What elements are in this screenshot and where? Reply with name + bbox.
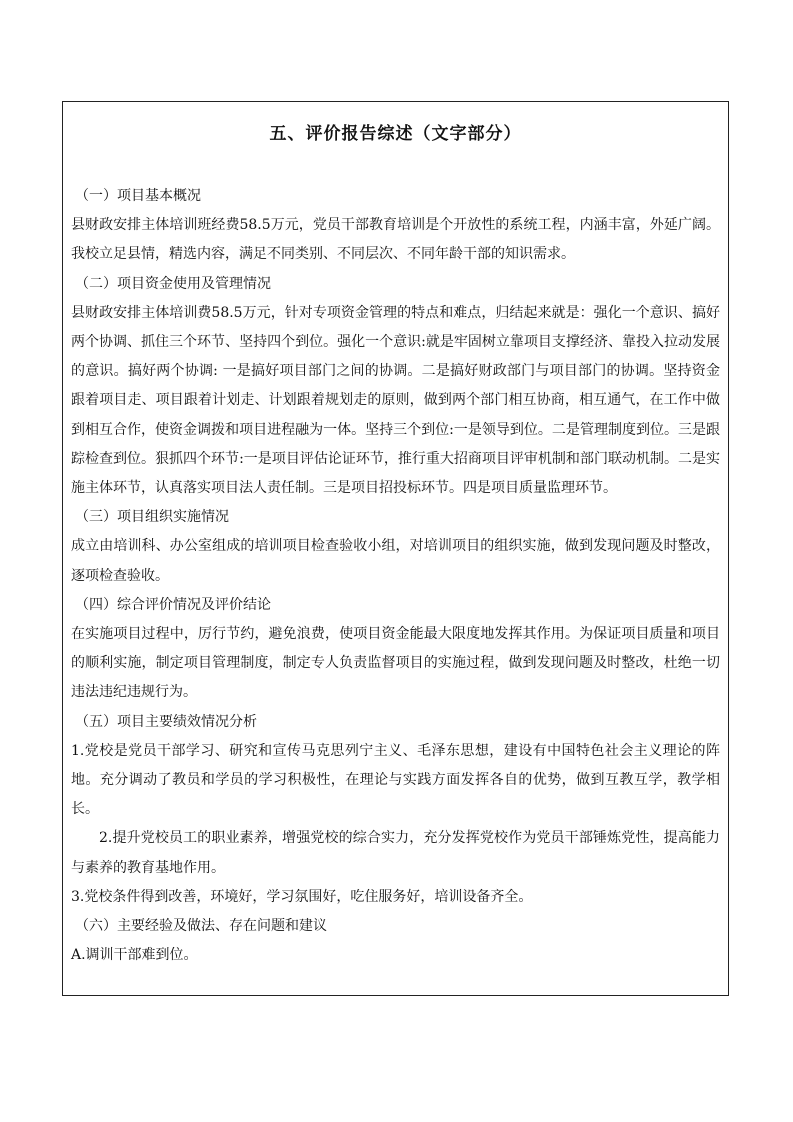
section-6-heading: （六）主要经验及做法、存在问题和建议 bbox=[75, 918, 327, 935]
section-2-heading: （二）项目资金使用及管理情况 bbox=[75, 275, 271, 292]
section-5-item-1: 1.党校是党员干部学习、研究和宣传马克思列宁主义、毛泽东思想，建设有中国特色社会主义理论的阵地。充分调动了教员和学员的学习积极性，在理论与实践方面发挥各自的优势，做到互教互学，教学相长。 bbox=[71, 742, 720, 818]
section-1-heading: （一）项目基本概况 bbox=[75, 188, 201, 204]
section-4-paragraph: 在实施项目过程中，厉行节约，避免浪费，使项目资金能最大限度地发挥其作用。为保证项目质量和项目的顺利实施，制定项目管理制度，制定专人负责监督项目的实施过程，做到发现问题及时整改，杜绝一切违法违纪违规行为。 bbox=[71, 626, 720, 701]
report-frame bbox=[62, 101, 729, 996]
section-3-paragraph: 成立由培训科、办公室组成的培训项目检查验收小组，对培训项目的组织实施，做到发现问题及时整改，逐项检查验收。 bbox=[71, 538, 720, 584]
section-1-paragraph: 县财政安排主体培训班经费58.5万元，党员干部教育培训是个开放性的系统工程，内涵丰富，外延广阔。我校立足县情，精选内容，满足不同类别、不同层次、不同年龄干部的知识需求。 bbox=[71, 217, 720, 263]
section-4-heading: （四）综合评价情况及评价结论 bbox=[75, 596, 271, 613]
section-6-item-a: A.调训干部难到位。 bbox=[71, 947, 198, 964]
page-title: 五、评价报告综述（文字部分） bbox=[269, 124, 522, 144]
section-3-heading: （三）项目组织实施情况 bbox=[75, 509, 229, 526]
section-5-heading: （五）项目主要绩效情况分析 bbox=[75, 713, 257, 730]
section-5-item-3: 3.党校条件得到改善，环境好，学习氛围好，吃住服务好，培训设备齐全。 bbox=[71, 888, 533, 905]
section-2-paragraph: 县财政安排主体培训费58.5万元，针对专项资金管理的特点和难点，归结起来就是：强化一个意识、搞好两个协调、抓住三个环节、坚持四个到位。强化一个意识:就是牢固树立靠项目支撑经济、靠投入拉动发展的意识。搞好两个协调: 一是搞好项目部门之间的协调。二是搞好财政部门与项目部门的协调。坚持资金跟着项目走、项目跟着计划走、计划跟着规划走的原则，做到两个部门相互协商，相互通气，在工作中做到相互合作，使资金调拨和项目进程融为一体。坚持三个到位:一是领导到位。二是管理制度到位。三是跟踪检查到位。狠抓四个环节:一是项目评估论证环节，推行重大招商项目评审机制和部门联动机制。二是实施主体环节，认真落实项目法人责任制。三是项目招投标环节。四是项目质量监理环节。 bbox=[71, 304, 720, 497]
report-body bbox=[71, 182, 720, 970]
section-5-item-2: 2.提升党校员工的职业素养，增强党校的综合实力，充分发挥党校作为党员干部锤炼党性，提高能力与素养的教育基地作用。 bbox=[71, 830, 720, 876]
